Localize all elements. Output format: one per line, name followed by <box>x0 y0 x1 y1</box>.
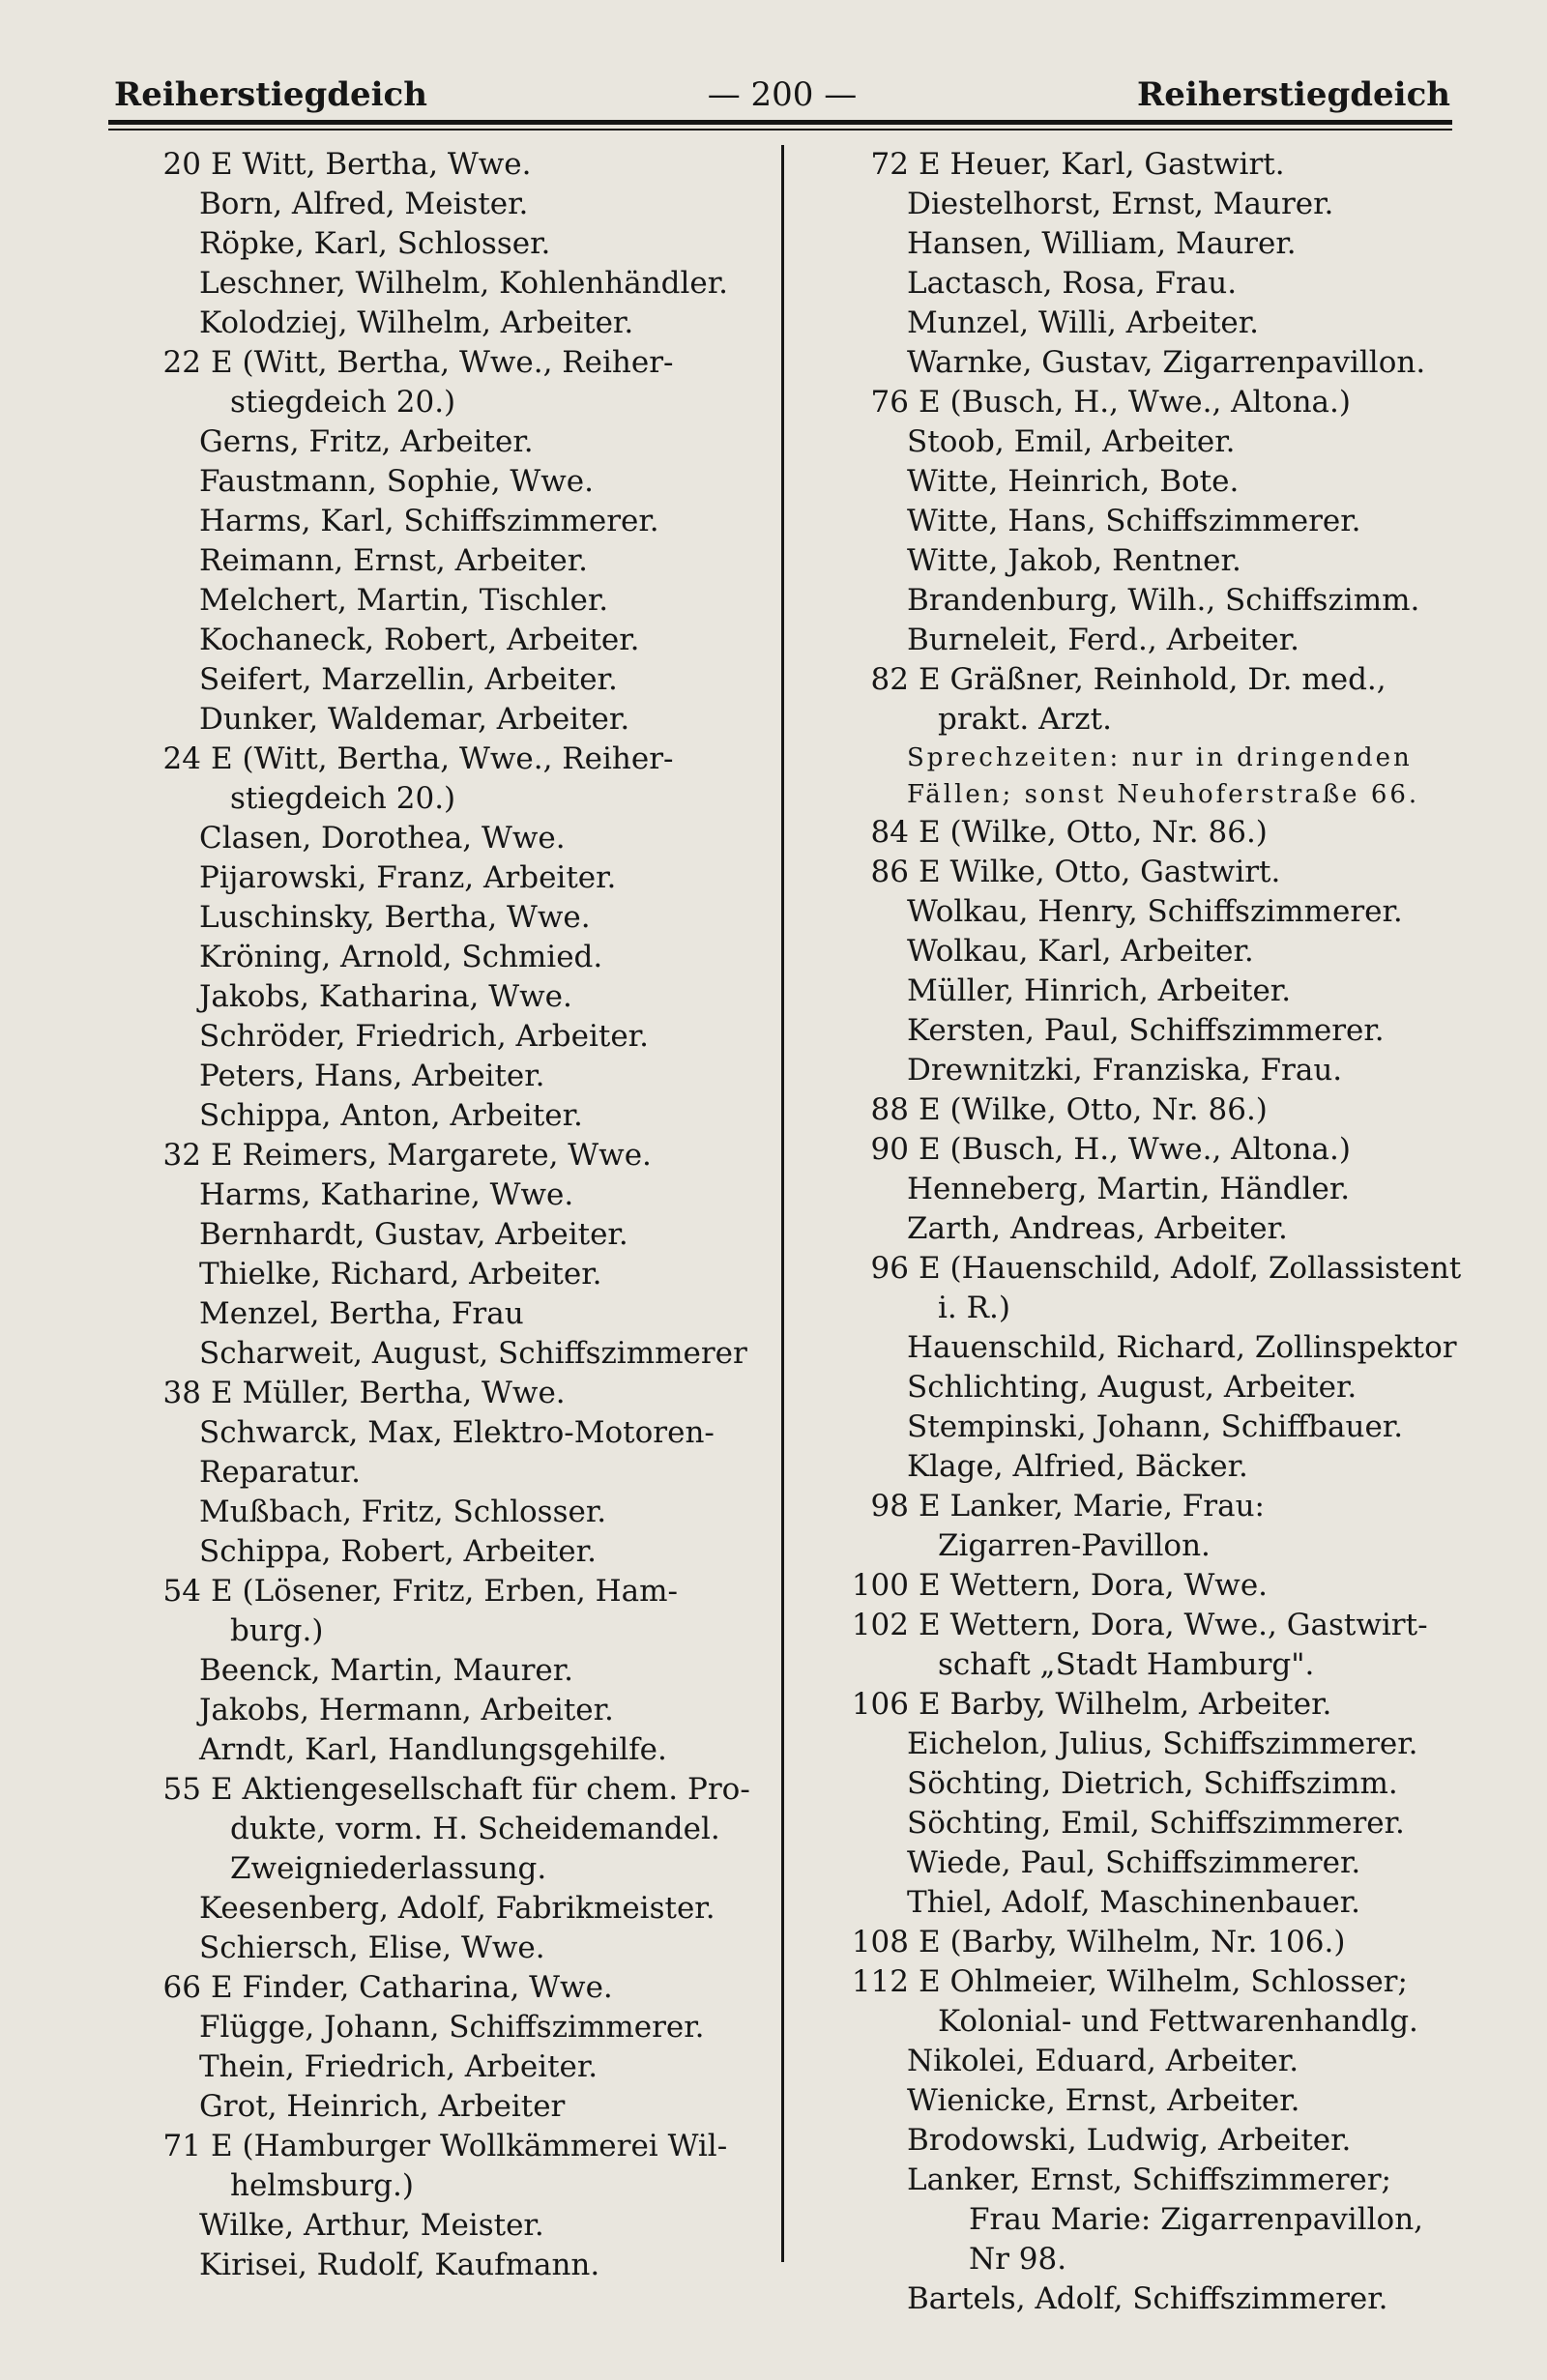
house-entry <box>824 813 1481 853</box>
resident-line: Schippa, Robert, Arbeiter. <box>199 1534 597 1569</box>
house-number: 98 <box>870 1489 909 1524</box>
owner-text: E Wettern, Dora, Wwe. <box>919 1568 1269 1603</box>
resident-line: Müller, Hinrich, Arbeiter. <box>907 973 1292 1008</box>
owner-text: E Barby, Wilhelm, Arbeiter. <box>919 1687 1332 1722</box>
owner-text: E Wettern, Dora, Wwe., Gastwirt- <box>919 1608 1428 1642</box>
house-entry-line <box>824 1606 1481 1645</box>
resident-line: Wiede, Paul, Schiffszimmerer. <box>907 1845 1361 1880</box>
house-entry <box>116 145 774 343</box>
house-entry <box>824 1249 1481 1487</box>
resident-line: Harms, Karl, Schiffszimmerer. <box>199 504 659 538</box>
owner-text: E Heuer, Karl, Gastwirt. <box>919 147 1285 182</box>
resident-line: Grot, Heinrich, Arbeiter <box>199 2089 566 2124</box>
house-entry-line <box>116 1136 774 1175</box>
house-entry <box>824 853 1481 1090</box>
house-entry-line <box>116 1968 774 2008</box>
house-entry-line <box>824 1962 1481 2002</box>
resident-line: Born, Alfred, Meister. <box>199 187 529 221</box>
house-entry-line <box>116 1374 774 1413</box>
resident-line: Wolkau, Henry, Schiffszimmerer. <box>907 894 1403 929</box>
house-entry-line <box>824 1685 1481 1725</box>
resident-line: Nikolei, Eduard, Arbeiter. <box>907 2044 1299 2078</box>
owner-text: E Müller, Bertha, Wwe. <box>211 1376 566 1410</box>
owner-text: E (Hamburger Wollkämmerei Wil- <box>211 2129 728 2163</box>
resident-line: Reimann, Ernst, Arbeiter. <box>199 543 588 578</box>
resident-line: Kröning, Arnold, Schmied. <box>199 940 603 974</box>
house-entry <box>824 145 1481 383</box>
resident-line: Brandenburg, Wilh., Schiffszimm. <box>907 583 1420 618</box>
house-entry <box>824 1090 1481 1130</box>
house-entry <box>116 1770 774 1968</box>
resident-line: Gerns, Fritz, Arbeiter. <box>199 424 534 459</box>
resident-line: Schippa, Anton, Arbeiter. <box>199 1098 583 1133</box>
house-entry-continuation: schaft „Stadt Hamburg". <box>938 1647 1315 1682</box>
resident-line: Menzel, Bertha, Frau <box>199 1296 524 1331</box>
resident-line: Munzel, Willi, Arbeiter. <box>907 305 1260 340</box>
resident-line: Thielke, Richard, Arbeiter. <box>199 1257 602 1292</box>
resident-line: Seifert, Marzellin, Arbeiter. <box>199 662 618 697</box>
owner-text: E Gräßner, Reinhold, Dr. med., <box>919 662 1386 697</box>
owner-text: E (Wilke, Otto, Nr. 86.) <box>919 1092 1268 1127</box>
resident-line: Röpke, Karl, Schlosser. <box>199 226 551 261</box>
resident-line: Schlichting, August, Arbeiter. <box>907 1370 1357 1405</box>
house-number: 76 <box>870 385 909 420</box>
house-entry-continuation: prakt. Arzt. <box>938 702 1112 737</box>
owner-text: E (Witt, Bertha, Wwe., Reiher- <box>211 345 674 380</box>
house-number: 32 <box>162 1138 201 1173</box>
house-number: 108 <box>851 1925 909 1959</box>
house-number: 66 <box>162 1970 201 2005</box>
resident-line: Beenck, Martin, Maurer. <box>199 1653 574 1688</box>
house-entry-line <box>824 1249 1481 1289</box>
resident-line: Keesenberg, Adolf, Fabrikmeister. <box>199 1891 715 1926</box>
house-entry-continuation: dukte, vorm. H. Scheidemandel. <box>230 1812 720 1846</box>
house-entry-continuation: Zweigniederlassung. <box>230 1851 547 1886</box>
owner-text: E Ohlmeier, Wilhelm, Schlosser; <box>919 1964 1408 1999</box>
house-number: 96 <box>870 1251 909 1286</box>
house-entry <box>824 1487 1481 1566</box>
house-entry-line <box>824 383 1481 422</box>
house-entry-continuation: burg.) <box>230 1613 324 1648</box>
resident-line: Schiersch, Elise, Wwe. <box>199 1930 545 1965</box>
house-entry-continuation: i. R.) <box>938 1291 1010 1325</box>
house-entry <box>116 2127 774 2285</box>
house-entry-line <box>824 1566 1481 1606</box>
house-entry-line <box>824 1130 1481 1170</box>
resident-line: Kersten, Paul, Schiffszimmerer. <box>907 1013 1385 1048</box>
column-divider <box>781 145 784 2262</box>
house-entry-line <box>824 660 1481 700</box>
resident-line: Stoob, Emil, Arbeiter. <box>907 424 1236 459</box>
resident-line: Kochaneck, Robert, Arbeiter. <box>199 623 640 657</box>
resident-line: Bernhardt, Gustav, Arbeiter. <box>199 1217 628 1252</box>
resident-line: Witte, Jakob, Rentner. <box>907 543 1241 578</box>
owner-text: E Finder, Catharina, Wwe. <box>211 1970 613 2005</box>
office-hours-note: Sprechzeiten: nur in dringenden <box>907 743 1413 772</box>
resident-line: Zarth, Andreas, Arbeiter. <box>907 1211 1288 1246</box>
left-column <box>116 145 774 2285</box>
resident-line: Drewnitzki, Franziska, Frau. <box>907 1053 1343 1088</box>
resident-line: Lanker, Ernst, Schiffszimmerer; <box>907 2162 1391 2197</box>
house-number: 24 <box>162 741 201 776</box>
house-entry <box>116 1136 774 1374</box>
resident-line: Faustmann, Sophie, Wwe. <box>199 464 595 499</box>
resident-line: Schwarck, Max, Elektro-Motoren- <box>199 1415 715 1450</box>
owner-text: E (Wilke, Otto, Nr. 86.) <box>919 815 1268 850</box>
resident-line: Hauenschild, Richard, Zollinspektor <box>907 1330 1457 1365</box>
resident-line: Leschner, Wilhelm, Kohlenhändler. <box>199 266 729 301</box>
house-entry-line <box>116 2127 774 2166</box>
house-entry <box>116 1374 774 1572</box>
resident-line: Arndt, Karl, Handlungsgehilfe. <box>199 1732 667 1767</box>
resident-line: Söchting, Dietrich, Schiffszimm. <box>907 1766 1398 1801</box>
resident-line: Scharweit, August, Schiffszimmerer <box>199 1336 747 1371</box>
resident-line: Henneberg, Martin, Händler. <box>907 1172 1351 1206</box>
owner-text: E Reimers, Margarete, Wwe. <box>211 1138 652 1173</box>
resident-line: Kirisei, Rudolf, Kaufmann. <box>199 2248 600 2282</box>
house-entry <box>824 660 1481 813</box>
header-rule-thin <box>108 129 1452 131</box>
owner-text: E (Busch, H., Wwe., Altona.) <box>919 385 1351 420</box>
resident-line: Witte, Hans, Schiffszimmerer. <box>907 504 1361 538</box>
owner-text: E Wilke, Otto, Gastwirt. <box>919 855 1281 889</box>
resident-line: Mußbach, Fritz, Schlosser. <box>199 1495 607 1529</box>
house-number: 88 <box>870 1092 909 1127</box>
house-number: 86 <box>870 855 909 889</box>
house-entry <box>824 1962 1481 2319</box>
house-entry <box>116 1968 774 2127</box>
resident-line: Thein, Friedrich, Arbeiter. <box>199 2049 598 2084</box>
house-number: 55 <box>162 1772 201 1807</box>
resident-line: Kolodziej, Wilhelm, Arbeiter. <box>199 305 634 340</box>
house-number: 100 <box>851 1568 909 1603</box>
house-entry-line <box>824 1090 1481 1130</box>
owner-text: E Witt, Bertha, Wwe. <box>211 147 532 182</box>
house-number: 22 <box>162 345 201 380</box>
resident-continuation: Frau Marie: Zigarrenpavillon, <box>969 2202 1424 2237</box>
resident-line: Jakobs, Katharina, Wwe. <box>199 979 572 1014</box>
house-entry <box>824 1685 1481 1923</box>
resident-line: Luschinsky, Bertha, Wwe. <box>199 900 591 935</box>
house-entry-continuation: Zigarren-Pavillon. <box>938 1528 1211 1563</box>
owner-text: E (Hauenschild, Adolf, Zollassistent <box>919 1251 1462 1286</box>
header-rule-thick <box>108 120 1452 125</box>
resident-line: Schröder, Friedrich, Arbeiter. <box>199 1019 649 1054</box>
resident-line: Wolkau, Karl, Arbeiter. <box>907 934 1254 969</box>
office-hours-note: Fällen; sonst Neuhoferstraße 66. <box>907 780 1420 809</box>
house-entry-line <box>824 813 1481 853</box>
resident-line: Warnke, Gustav, Zigarrenpavillon. <box>907 345 1426 380</box>
resident-line: Flügge, Johann, Schiffszimmerer. <box>199 2010 705 2045</box>
house-entry-line <box>824 1923 1481 1962</box>
house-entry <box>824 1606 1481 1685</box>
resident-line: Klage, Alfried, Bäcker. <box>907 1449 1248 1484</box>
house-number: 38 <box>162 1376 201 1410</box>
house-number: 90 <box>870 1132 909 1167</box>
resident-line: Jakobs, Hermann, Arbeiter. <box>199 1693 614 1727</box>
page-number: — 200 — <box>707 75 858 114</box>
house-entry-line <box>824 1487 1481 1526</box>
house-entry <box>824 1130 1481 1249</box>
owner-text: E (Witt, Bertha, Wwe., Reiher- <box>211 741 674 776</box>
owner-text: E (Barby, Wilhelm, Nr. 106.) <box>919 1925 1346 1959</box>
resident-line: Eichelon, Julius, Schiffszimmerer. <box>907 1727 1418 1761</box>
house-number: 82 <box>870 662 909 697</box>
resident-line: Witte, Heinrich, Bote. <box>907 464 1240 499</box>
resident-line: Lactasch, Rosa, Frau. <box>907 266 1238 301</box>
resident-line: Thiel, Adolf, Maschinenbauer. <box>907 1885 1360 1920</box>
house-entry-continuation: helmsburg.) <box>230 2168 414 2203</box>
resident-continuation: Nr 98. <box>969 2242 1067 2277</box>
house-entry-line <box>824 145 1481 185</box>
resident-line: Clasen, Dorothea, Wwe. <box>199 821 566 856</box>
house-entry <box>824 1566 1481 1606</box>
house-entry <box>824 383 1481 660</box>
resident-line: Wienicke, Ernst, Arbeiter. <box>907 2083 1300 2118</box>
house-number: 20 <box>162 147 201 182</box>
house-entry-continuation: Kolonial- und Fettwarenhandlg. <box>938 2004 1418 2039</box>
house-entry <box>824 1923 1481 1962</box>
resident-line: Pijarowski, Franz, Arbeiter. <box>199 860 617 895</box>
house-number: 84 <box>870 815 909 850</box>
resident-line: Dunker, Waldemar, Arbeiter. <box>199 702 630 737</box>
resident-line: Peters, Hans, Arbeiter. <box>199 1059 545 1093</box>
house-number: 112 <box>851 1964 909 1999</box>
resident-line: Reparatur. <box>199 1455 362 1490</box>
house-entry-line <box>824 853 1481 892</box>
resident-line: Brodowski, Ludwig, Arbeiter. <box>907 2123 1352 2158</box>
house-number: 106 <box>851 1687 909 1722</box>
house-entry-line <box>116 343 774 383</box>
resident-line: Hansen, William, Maurer. <box>907 226 1297 261</box>
header-street-right: Reiherstiegdeich <box>1137 75 1450 114</box>
owner-text: E (Lösener, Fritz, Erben, Ham- <box>211 1574 678 1609</box>
right-column <box>824 145 1481 2319</box>
header-street-left: Reiherstiegdeich <box>114 75 427 114</box>
resident-line: Wilke, Arthur, Meister. <box>199 2208 544 2243</box>
owner-text: E Lanker, Marie, Frau: <box>919 1489 1265 1524</box>
resident-line: Stempinski, Johann, Schiffbauer. <box>907 1409 1404 1444</box>
resident-line: Söchting, Emil, Schiffszimmerer. <box>907 1806 1405 1841</box>
house-entry-line <box>116 1572 774 1611</box>
house-entry <box>116 343 774 740</box>
house-number: 102 <box>851 1608 909 1642</box>
owner-text: E Aktiengesellschaft für chem. Pro- <box>211 1772 750 1807</box>
house-number: 71 <box>162 2129 201 2163</box>
house-number: 54 <box>162 1574 201 1609</box>
resident-line: Burneleit, Ferd., Arbeiter. <box>907 623 1299 657</box>
house-entry-line <box>116 740 774 779</box>
house-entry-continuation: stiegdeich 20.) <box>230 781 456 816</box>
house-number: 72 <box>870 147 909 182</box>
resident-line: Bartels, Adolf, Schiffszimmerer. <box>907 2281 1388 2316</box>
house-entry-continuation: stiegdeich 20.) <box>230 385 456 420</box>
house-entry <box>116 1572 774 1770</box>
owner-text: E (Busch, H., Wwe., Altona.) <box>919 1132 1351 1167</box>
page-header <box>114 75 1450 118</box>
house-entry-line <box>116 145 774 185</box>
resident-line: Harms, Katharine, Wwe. <box>199 1177 574 1212</box>
house-entry <box>116 740 774 1136</box>
resident-line: Melchert, Martin, Tischler. <box>199 583 609 618</box>
house-entry-line <box>116 1770 774 1810</box>
resident-line: Diestelhorst, Ernst, Maurer. <box>907 187 1334 221</box>
